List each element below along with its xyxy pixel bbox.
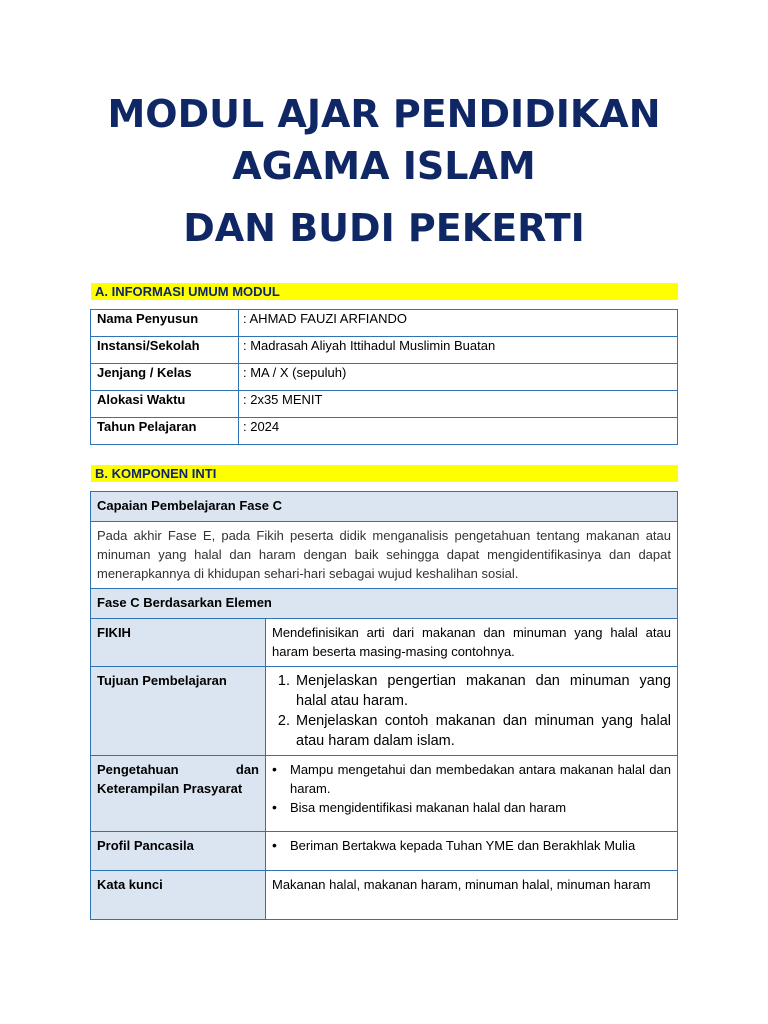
prasyarat-label-text: Pengetahuan dan Keterampilan Prasyarat — [97, 762, 259, 796]
tujuan-cell — [266, 667, 678, 756]
table-row — [91, 364, 678, 391]
fikih-label: FIKIH — [91, 619, 266, 667]
info-label: Instansi/Sekolah — [91, 337, 239, 364]
profil-list — [272, 836, 671, 855]
document-title — [0, 88, 768, 254]
title-line-1: MODUL AJAR PENDIDIKAN — [107, 92, 661, 136]
info-value: : 2x35 MENIT — [239, 391, 678, 418]
list-item: 2. Menjelaskan contoh makanan dan minuman yang halal atau haram dalam islam. — [294, 711, 671, 751]
fikih-text: Mendefinisikan arti dari makanan dan minuman yang halal atau haram beserta masing-masing contohnya. — [266, 619, 678, 667]
info-table — [90, 309, 678, 445]
section-b-heading: B. KOMPONEN INTI — [91, 465, 678, 482]
table-row — [91, 832, 678, 871]
profil-label: Profil Pancasila — [91, 832, 266, 871]
info-label: Jenjang / Kelas — [91, 364, 239, 391]
list-item: • Beriman Bertakwa kepada Tuhan YME dan Berakhlak Mulia — [290, 836, 671, 855]
list-item: • Mampu mengetahui dan membedakan antara makanan halal dan haram. — [290, 760, 671, 798]
table-row — [91, 310, 678, 337]
capaian-text: Pada akhir Fase E, pada Fikih peserta didik menganalisis pengetahuan tentang makanan atau minuman yang halal dan haram dengan baik sehingga dapat mengidentifikasinya dan dapat menerapkannya di khidupan sehari-hari sebagai wujud keshalihan sosial. — [91, 522, 678, 589]
prasyarat-label — [91, 756, 266, 832]
elemen-header: Fase C Berdasarkan Elemen — [91, 589, 678, 619]
info-value: : MA / X (sepuluh) — [239, 364, 678, 391]
capaian-header: Capaian Pembelajaran Fase C — [91, 492, 678, 522]
table-row — [91, 337, 678, 364]
table-row — [91, 492, 678, 522]
table-row — [91, 667, 678, 756]
info-value: : 2024 — [239, 418, 678, 445]
table-row — [91, 391, 678, 418]
info-value: : Madrasah Aliyah Ittihadul Muslimin Buatan — [239, 337, 678, 364]
table-row — [91, 756, 678, 832]
title-line-3: DAN BUDI PEKERTI — [183, 206, 585, 250]
table-row — [91, 589, 678, 619]
kata-kunci-text: Makanan halal, makanan haram, minuman halal, minuman haram — [266, 871, 678, 920]
table-row — [91, 871, 678, 920]
prasyarat-list — [272, 760, 671, 817]
profil-cell — [266, 832, 678, 871]
kata-kunci-label: Kata kunci — [91, 871, 266, 920]
tujuan-label: Tujuan Pembelajaran — [91, 667, 266, 756]
info-label: Alokasi Waktu — [91, 391, 239, 418]
info-label: Nama Penyusun — [91, 310, 239, 337]
prasyarat-cell — [266, 756, 678, 832]
table-row — [91, 418, 678, 445]
info-value: : AHMAD FAUZI ARFIANDO — [239, 310, 678, 337]
list-item: • Bisa mengidentifikasi makanan halal dan haram — [290, 798, 671, 817]
list-item: 1. Menjelaskan pengertian makanan dan minuman yang halal atau haram. — [294, 671, 671, 711]
title-line-2: AGAMA ISLAM — [232, 144, 536, 188]
table-row — [91, 522, 678, 589]
info-label: Tahun Pelajaran — [91, 418, 239, 445]
tujuan-list — [272, 671, 671, 751]
table-row — [91, 619, 678, 667]
component-table — [90, 491, 678, 920]
section-a-heading: A. INFORMASI UMUM MODUL — [91, 283, 678, 300]
